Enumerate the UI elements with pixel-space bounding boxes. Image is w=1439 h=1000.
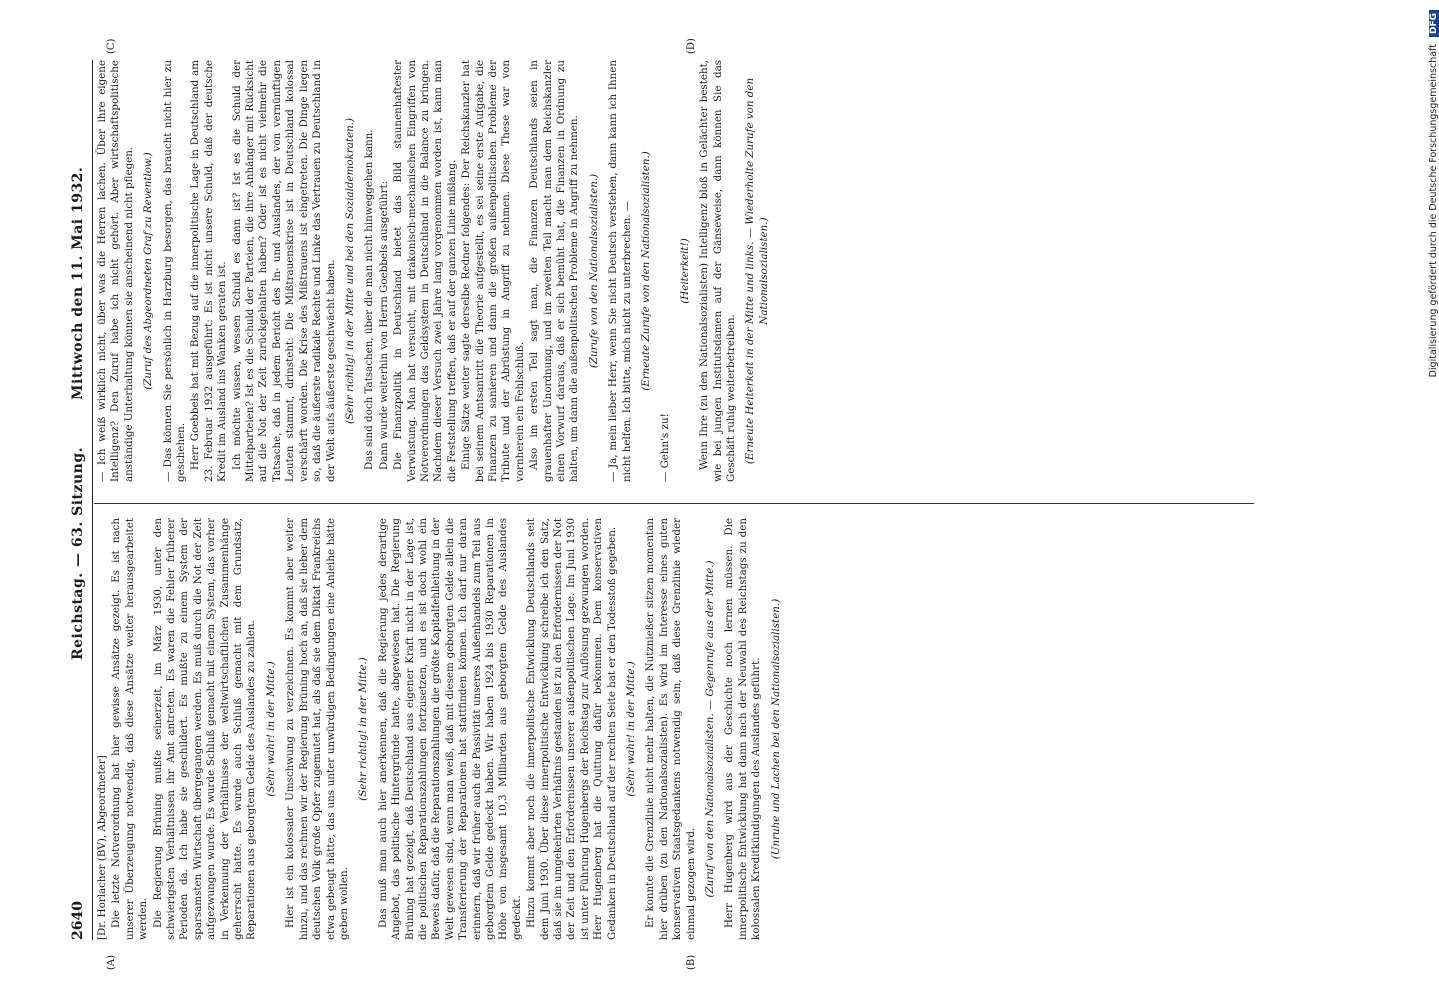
paragraph: Das muß man auch hier anerkennen, daß die Regierung jedes derartige Angebot, das politische Hintergründe hatte, abgewiesen hat. Die Regierung Brüning hat gezeigt, daß Deutschland aus eigener Kraft nicht in der Lage ist, die politischen Reparationszahlungen fortzusetzen, und es ist doch wohl ein Beweis dafür, daß die Reparationszahlungen die größte Kapitalfehlleitung in der Welt gewesen sind, wenn man weiß, daß mit diesem geborgten Gelde allein die Transferierung der Reparationen hat stattfinden können. Ich darf nur daran erinnern, daß wir früher auch die Passivität unseres Außenhandels zum Teil aus geborgtem Gelde gedeckt haben. Wir haben 1924 bis 1930 Reparationen in Höhe von insgesamt 10,3 Milliarden aus geborgtem Gelde des Auslandes gedeckt.: [376, 518, 523, 940]
text-column-right: [96, 60, 777, 482]
interjection: (Erneute Zurufe von den Nationalsozialisten.): [640, 151, 653, 391]
paragraph: Herr Goebbels hat mit Bezug auf die innerpolitische Lage in Deutschland am 23. Februar 1932 ausgeführt: Es ist nicht unsere Schuld, daß der deutsche Kredit im Ausland ins Wanken geraten ist.: [189, 60, 229, 482]
interjection: (Sehr richtig! in der Mitte.): [357, 657, 370, 801]
dfg-logo: DFG: [1429, 10, 1439, 37]
interjection: (Zuruf von den Nationalsozialisten. — Gegenrufe aus der Mitte.): [704, 560, 717, 898]
paragraph: Wenn Ihre (zu den Nationalsozialisten) Intelligenz bloß in Gelächter besteht, wie bei jungen Institutsdamen auf der Gänseweise, dann können Sie das Geschäft ruhig weiterbetreiben.: [698, 60, 738, 482]
paragraph: Also im ersten Teil sagt man, die Finanzen Deutschlands seien in grauenhafter Unordnung, und im zweiten Teil macht man dem Reichskanzler einen Vorwurf daraus, daß er sich bemüht hat, die Finanzen in Ordnung zu halten, um dann die außenpolitischen Probleme in Angriff zu nehmen.: [528, 60, 581, 482]
page-number: 2640: [70, 901, 86, 940]
session-date: Mittwoch den 11. Mai 1932.: [70, 166, 86, 400]
margin-marker-b: (B): [686, 954, 697, 970]
margin-marker-d: (D): [686, 38, 697, 54]
paragraph: — Gehn's zu!: [659, 413, 672, 482]
interjection: (Sehr wahr! in der Mitte.): [264, 661, 277, 797]
paragraph: Dann wurde weiterhin von Herrn Goebbels ausgeführt:: [377, 180, 390, 470]
running-header: [66, 60, 93, 940]
interjection: (Heiterkeit!): [678, 238, 691, 304]
paragraph: — Ja, mein lieber Herr, wenn Sie nicht Deutsch verstehen, dann kann ich Ihnen nicht helfen. Ich bitte, mich nicht zu unterbrechen. —: [607, 60, 633, 482]
paragraph: Er konnte die Grenzlinie nicht mehr halten, die Nutznießer sitzen momentan hier drüben (zu den Nationalsozialisten). Es wird im Interesse eines guten konservativen Staatsgedankens notwendig sein, daß diese Grenzlinie wieder einmal gezogen wird.: [644, 518, 697, 940]
interjection: (Zuruf des Abgeordneten Graf zu Reventlow.): [142, 152, 155, 390]
paragraph: Hinzu kommt aber noch die innerpolitische Entwicklung Deutschlands seit dem Juni 1930. Über diese innerpolitische Entwicklung schreibe ich den Satz, daß sie im umgekehrten Verhältnis gestanden ist zu den Erfordernissen der Not der Zeit und den Erfordernissen unserer außenpolitischen Lage. Im Juni 1930 ist unter Führung Hugenbergs der Reichstag zur Auflösung gezwungen worden. Herr Hugenberg hat die Quittung dafür bekommen. Dem konservativen Gedanken in Deutschland auf der rechten Seite hat er den Todesstoß gegeben.: [525, 518, 618, 940]
column-divider: [94, 503, 1254, 504]
interjection: (Sehr wahr! in der Mitte.): [625, 661, 638, 797]
paragraph: Die letzte Notverordnung hat hier gewisse Ansätze gezeigt. Es ist nach unserer Überzeugung notwendig, daß diese Ansätze weiter herausgearbeitet werden.: [110, 518, 150, 940]
paragraph: [Dr. Horlacher (BV), Abgeordneter]: [96, 755, 108, 940]
paragraph: Ich möchte wissen, wessen Schuld es dann ist? Ist es die Schuld der Mittelparteien? Ist es die Schuld der Parteien, die ihre Anhänger mit Rücksicht auf die Not der Zeit zurückgehalten haben? Oder ist es nicht vielmehr die Tatsache, daß in jedem Bericht des In- und Auslandes, der von vernünftigen Leuten stammt, drinsteht: Die Mißtrauenskrise ist in Deutschland kolossal verschärft worden. Die Krise des Mißtrauens ist eingetreten. Die Dinge liegen so, daß die äußerste radikale Rechte und Linke das Vertrauen zu Deutschland in der Welt aufs äußerste geschwächt haben.: [230, 60, 337, 482]
paragraph: Das sind doch Tatsachen, über die man nicht hinweggehen kann.: [363, 129, 376, 470]
margin-marker-a: (A): [106, 954, 117, 970]
paragraph: Die Regierung Brüning mußte seinerzeit, im März 1930, unter den schwierigsten Verhältnissen ihr Amt antreten. Es waren die Fehler früherer Perioden da. Ich habe sie geschildert. Es mußte zu einem System der sparsamsten Wirtschaft übergegangen werden. Es muß durch die Not der Zeit aufgezwungen wurde. Es wurde Schluß gemacht mit einem System, das vorher in Verkennung der Verhältnisse der weltwirtschaftlichen Zusammenhänge geherrscht hatte. Es wurde auch Schluß gemacht mit dem Grundsatz, Reparationen aus geborgtem Gelde des Auslandes zu zahlen.: [151, 518, 258, 940]
watermark-text: Digitalisierung gefördert durch die Deutsche Forschungsgemeinschaft: [1428, 44, 1439, 378]
interjection: (Erneute Heiterkeit in der Mitte und links. — Wiederholte Zurufe von den Nationalsozialisten.): [744, 77, 770, 465]
interjection: (Zurufe von den Nationalsozialisten.): [587, 173, 600, 369]
document-sheet: [66, 38, 1306, 970]
paragraph: — Ich weiß wirklich nicht, über was die Herren lachen. Über ihre eigene Intelligenz? Den Zuruf habe ich nicht gehört. Aber wirtschaftspolitische anständige Unterhaltung können sie anscheinend nicht pflegen.: [96, 60, 135, 482]
interjection: (Unruhe und Lachen bei den Nationalsozialisten.): [769, 598, 782, 860]
paragraph: Die Finanzpolitik in Deutschland bietet das Bild staunenhaftester Verwüstung. Man hat versucht, mit drakonisch-mechanischen Eingriffen von Notverordnungen das Geldsystem in Deutschland in die Balance zu bringen. Nachdem dieser Versuch zwei Jahre lang vorgenommen worden ist, kann man die Feststellung treffen, daß er auf der ganzen Linie mißlang.: [392, 60, 458, 482]
paragraph: — Das können Sie persönlich in Harzburg besorgen, das braucht nicht hier zu geschehen.: [161, 60, 188, 482]
paragraph: Einige Sätze weiter sagte derselbe Redner folgendes: Der Reichskanzler hat bei seinem Amtsantritt die Theorie aufgestellt, es sei seine erste Aufgabe, die Finanzen zu sanieren und dann die großen außenpolitischen Probleme der Tribute und der Abrüstung in Angriff zu nehmen. Diese These war von vornherein ein Fehlschluß.: [460, 60, 526, 482]
interjection: (Sehr richtig! in der Mitte und bei den Sozialdemokraten.): [343, 117, 356, 425]
paragraph: Herr Hugenberg wird aus der Geschichte noch lernen müssen. Die innerpolitische Entwicklung hat dann nach der Neuwahl des Reichstags zu den kolossalen Kreditkündigungen des Auslandes geführt.: [723, 518, 763, 940]
paragraph: Hier ist ein kolossaler Umschwung zu verzeichnen. Es kommt aber weiter hinzu, und das rechnen wir der Regierung Brüning hoch an, daß sie lieber dem deutschen Volk große Opfer zugemutet hat, als daß sie dem Diktat Frankreichs etwa gebeugt hätte, das uns unter unwürdigen Bedingungen eine Anleihe hätte geben wollen.: [284, 518, 350, 940]
dfg-watermark: [1410, 10, 1439, 990]
margin-marker-c: (C): [106, 38, 117, 54]
text-column-left: [96, 518, 789, 940]
session-title: Reichstag. — 63. Sitzung.: [70, 447, 86, 660]
